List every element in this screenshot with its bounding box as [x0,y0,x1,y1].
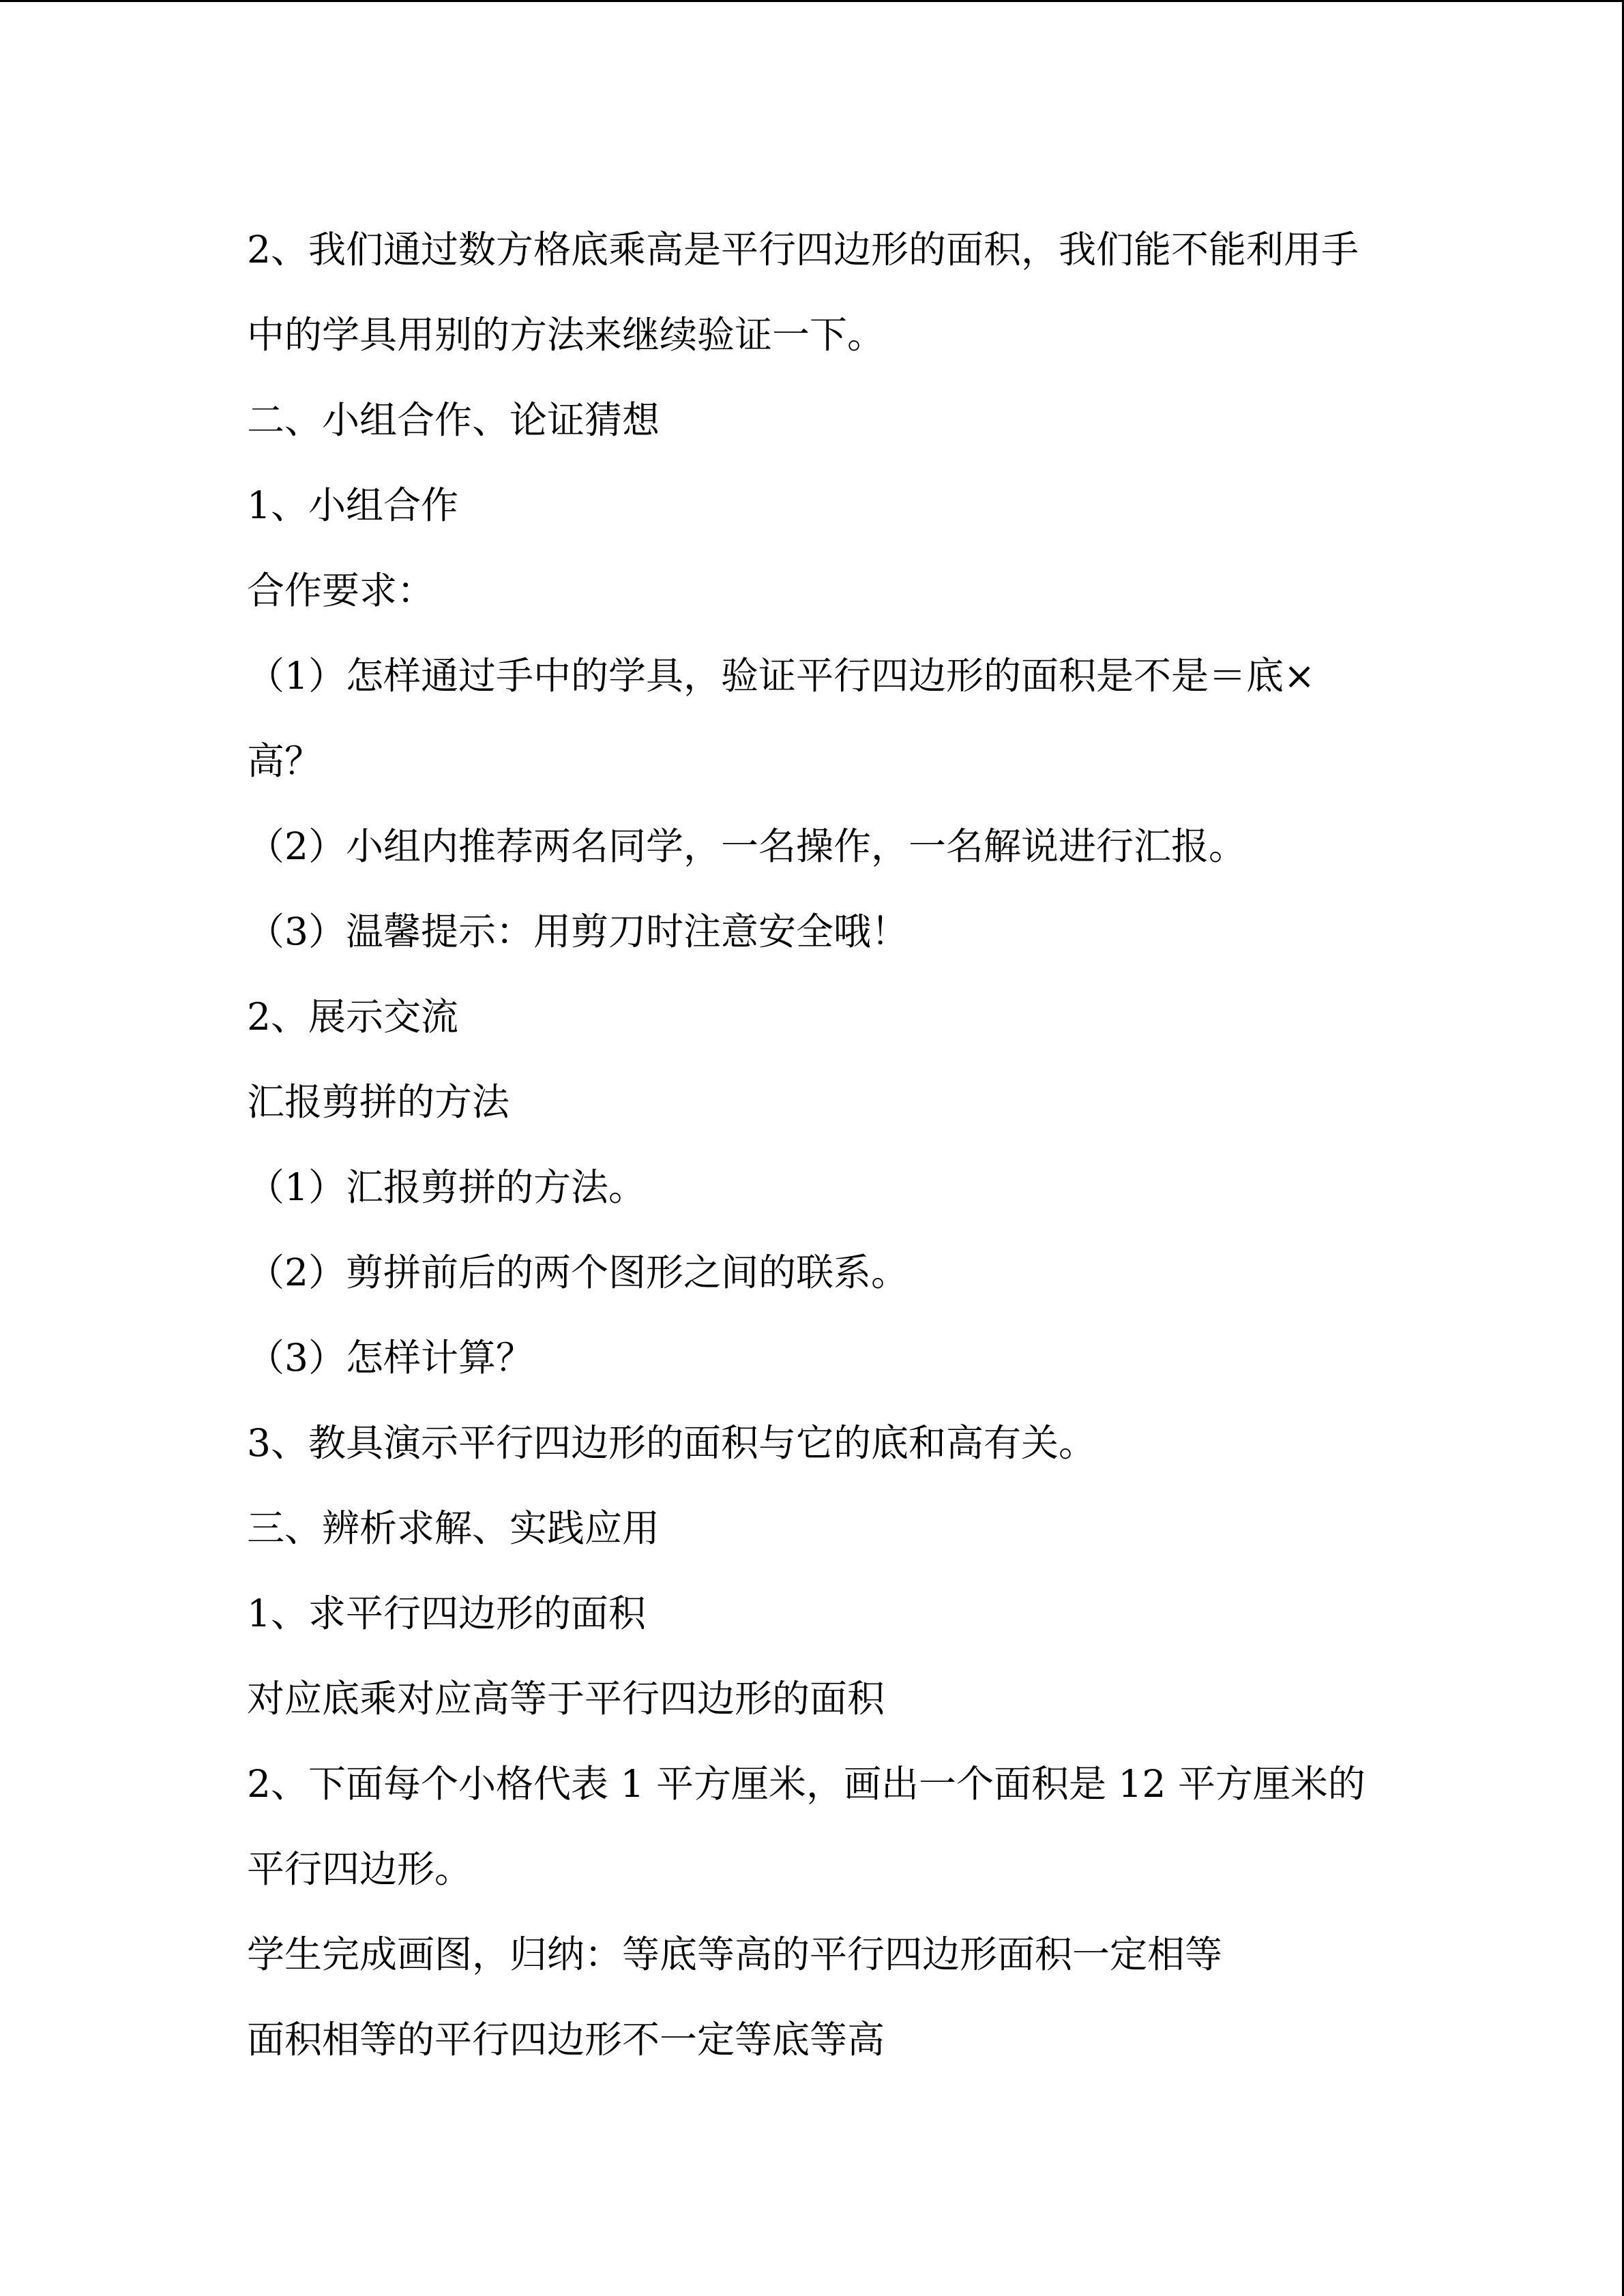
list-item: （1）汇报剪拼的方法。 [247,1165,646,1209]
section-heading: 三、辨析求解、实践应用 [247,1506,660,1550]
text-line: 对应底乘对应高等于平行四边形的面积 [247,1677,885,1720]
text-line: 面积相等的平行四边形不一定等底等高 [247,2018,885,2061]
subsection-heading: 2、下面每个小格代表 1 平方厘米，画出一个面积是 12 平方厘米的 [247,1762,1365,1806]
subsection-heading: 1、小组合作 [247,483,458,527]
text-line: 合作要求： [247,569,435,612]
list-item: （1）怎样通过手中的学具，验证平行四边形的面积是不是＝底× [247,654,1316,698]
list-item: （2）小组内推荐两名同学，一名操作，一名解说进行汇报。 [247,824,1246,868]
subsection-heading: 3、教具演示平行四边形的面积与它的底和高有关。 [247,1421,1096,1465]
list-item: （3）怎样计算？ [247,1336,533,1380]
section-heading: 二、小组合作、论证猜想 [247,398,660,442]
subsection-heading: 2、展示交流 [247,995,458,1039]
subsection-heading: 1、求平行四边形的面积 [247,1592,646,1635]
text-line: 中的学具用别的方法来继续验证一下。 [247,313,885,357]
list-item: （3）温馨提示：用剪刀时注意安全哦！ [247,910,909,953]
text-line: 2、我们通过数方格底乘高是平行四边形的面积，我们能不能利用手 [247,228,1359,271]
list-item: （2）剪拼前后的两个图形之间的联系。 [247,1251,909,1294]
document-body [247,207,1406,2083]
text-line: 高？ [247,739,323,783]
text-line: 汇报剪拼的方法 [247,1080,510,1124]
text-line: 学生完成画图，归纳：等底等高的平行四边形面积一定相等 [247,1933,1223,1976]
text-line: 平行四边形。 [247,1847,473,1891]
